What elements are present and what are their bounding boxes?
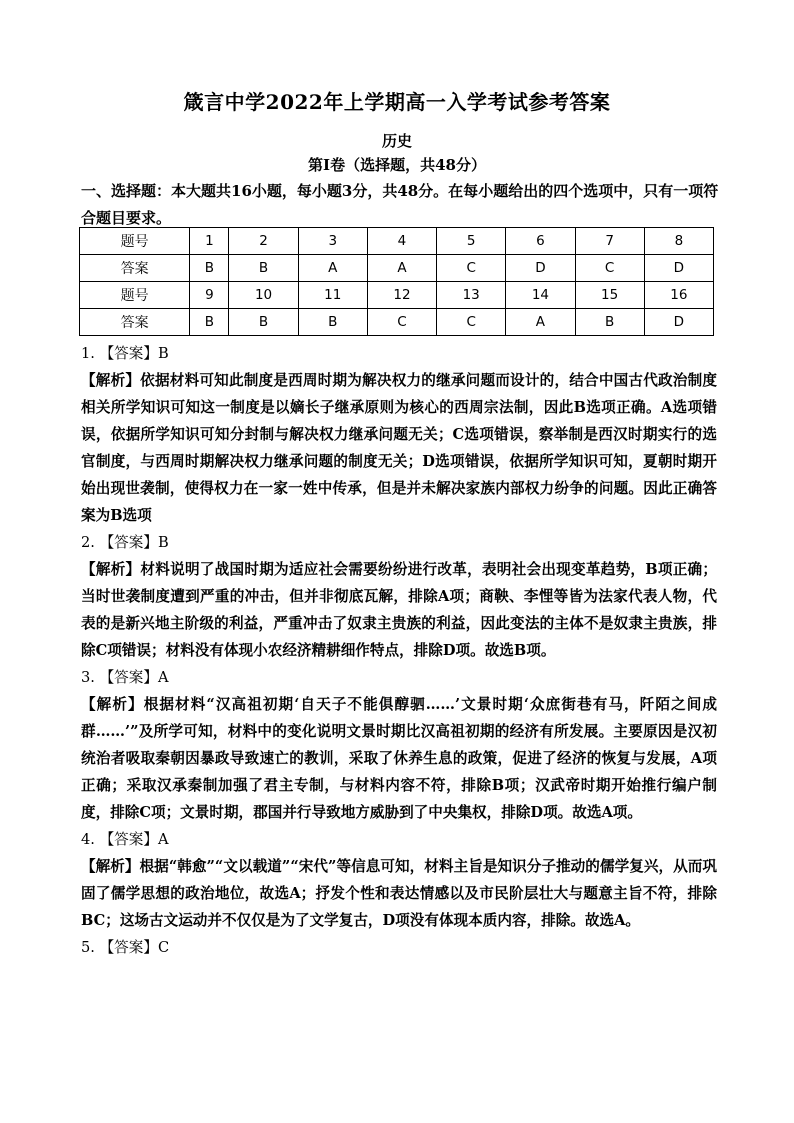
question-number: 16: [644, 282, 713, 309]
question-number: 13: [437, 282, 506, 309]
row-label: 题号: [80, 282, 190, 309]
question-number: 1: [190, 228, 229, 255]
explanation-text: 【解析】根据“韩愈”“文以载道”“宋代”等信息可知，材料主旨是知识分子推动的儒学复兴，从而巩固了儒学思想的政治地位，故选A；抒发个性和表达情感以及市民阶层壮大与题意主旨不符，排除BC；这场古文运动并不仅仅是为了文学复古，D项没有体现本质内容，排除。故选A。: [81, 858, 717, 929]
instructions: 一、选择题：本大题共16小题，每小题3分，共48分。在每小题给出的四个选项中，只有一项符合题目要求。: [81, 182, 719, 227]
answer-cell: D: [644, 309, 713, 336]
row-label: 答案: [80, 309, 190, 336]
row-label: 题号: [80, 228, 190, 255]
question-number: 9: [190, 282, 229, 309]
section-heading: 第Ⅰ卷（选择题，共48分）: [308, 156, 486, 174]
question-number: 7: [575, 228, 644, 255]
answer-cell: C: [437, 255, 506, 282]
answer-cell: B: [575, 309, 644, 336]
answer-cell: D: [644, 255, 713, 282]
table-row-answers-2: [80, 309, 714, 336]
answer-table: [79, 227, 714, 336]
answer-cell: A: [506, 309, 575, 336]
answer-cell: A: [367, 255, 436, 282]
question-number: 12: [367, 282, 436, 309]
answer-cell: B: [298, 309, 367, 336]
question-number: 10: [229, 282, 298, 309]
answer-line: 1. 【答案】B: [81, 345, 169, 362]
question-number: 3: [298, 228, 367, 255]
subject-heading: 历史: [381, 132, 412, 150]
question-number: 14: [506, 282, 575, 309]
answer-line: 3. 【答案】A: [81, 669, 169, 686]
answer-line: 5. 【答案】C: [81, 939, 170, 956]
question-number: 15: [575, 282, 644, 309]
answer-cell: B: [190, 255, 229, 282]
answer-cell: B: [229, 309, 298, 336]
row-label: 答案: [80, 255, 190, 282]
answer-line: 2. 【答案】B: [81, 534, 169, 551]
answer-cell: C: [367, 309, 436, 336]
explanations: [81, 340, 717, 961]
table-row-questions-2: [80, 282, 714, 309]
question-number: 6: [506, 228, 575, 255]
explanation-text: 【解析】根据材料“汉高祖初期‘自天子不能俱醇驷……’文景时期‘众庶街巷有马，阡陌之间成群……’”及所学可知，材料中的变化说明文景时期比汉高祖初期的经济有所发展。主要原因是汉初统治者吸取秦朝因暴政导致速亡的教训，采取了休养生息的政策，促进了经济的恢复与发展，A项正确；采取汉承秦制加强了君主专制，与材料内容不符，排除B项；汉武帝时期开始推行编户制度，排除C项；文景时期，郡国并行导致地方威胁到了中央集权，排除D项。故选A项。: [81, 696, 717, 821]
table-row-questions-1: [80, 228, 714, 255]
answer-line: 4. 【答案】A: [81, 831, 169, 848]
explanation-text: 【解析】材料说明了战国时期为适应社会需要纷纷进行改革，表明社会出现变革趋势，B项正确；当时世袭制度遭到严重的冲击，但并非彻底瓦解，排除A项；商鞅、李悝等皆为法家代表人物，代表的是新兴地主阶级的利益，严重冲击了奴隶主贵族的利益，因此变法的主体不是奴隶主贵族，排除C项错误；材料没有体现小农经济精耕细作特点，排除D项。故选B项。: [81, 561, 717, 659]
question-number: 5: [437, 228, 506, 255]
answer-cell: C: [575, 255, 644, 282]
page-title: 箴言中学2022年上学期高一入学考试参考答案: [183, 90, 611, 114]
table-row-answers-1: [80, 255, 714, 282]
explanation-text: 【解析】依据材料可知此制度是西周时期为解决权力的继承问题而设计的，结合中国古代政治制度相关所学知识可知这一制度是以嫡长子继承原则为核心的西周宗法制，因此B选项正确。A选项错误，依据所学知识可知分封制与解决权力继承问题无关；C选项错误，察举制是西汉时期实行的选官制度，与西周时期解决权力继承问题的制度无关；D选项错误，依据所学知识可知，夏朝时期开始出现世袭制，使得权力在一家一姓中传承，但是并未解决家族内部权力纷争的问题。因此正确答案为B选项: [81, 372, 717, 524]
answer-cell: A: [298, 255, 367, 282]
question-number: 4: [367, 228, 436, 255]
answer-cell: C: [437, 309, 506, 336]
question-number: 11: [298, 282, 367, 309]
answer-cell: B: [190, 309, 229, 336]
answer-cell: B: [229, 255, 298, 282]
question-number: 8: [644, 228, 713, 255]
answer-cell: D: [506, 255, 575, 282]
question-number: 2: [229, 228, 298, 255]
